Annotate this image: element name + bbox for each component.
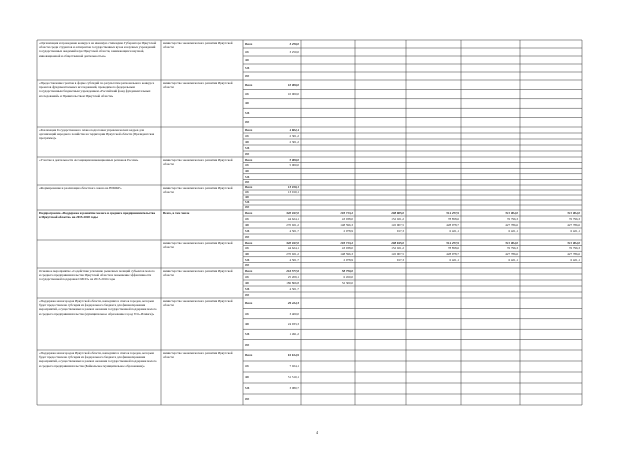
funding-source-label: МБ (245, 200, 250, 205)
funding-source-label: Всего (245, 41, 253, 46)
funding-value-cell: 152 021,2 (391, 216, 404, 221)
program-name-cell: «Поддержка моногородов Иркутской области, вошедших в список городов, которым будет предоставлена субсидия из федерального бюджета для финансирования мероприятий, осуществляемых в рамках оказания государственной поддержки малого и среднего предпринимательства (Байкальское муниципальное образование)» (39, 351, 157, 368)
funding-value-cell: 13 010,1 (287, 185, 299, 190)
funding-value-cell: 427 786,6 (505, 222, 518, 227)
funding-value-cell: 6 421,1 (570, 228, 580, 233)
funding-value-cell: 44 624,1 (287, 246, 299, 251)
funding-value-cell: 427 786,6 (567, 222, 580, 227)
funding-source-label: ОБ (245, 190, 249, 195)
funding-value-cell: 514 257,9 (446, 240, 459, 245)
program-name-cell: Основное мероприятие «Содействие усилению рыночных позиций субъектов малого и среднего предпринимательства Иркутской области и повышение эффективности государственной поддержки СМСП» на 2015-2016 годы (39, 269, 155, 282)
funding-source-label: ОБ (245, 364, 249, 369)
funding-value-cell: 193 713,2 (340, 240, 353, 245)
responsible-cell: министерство экономического развития Иркутской области (163, 269, 233, 278)
funding-source-label: Всего (245, 82, 253, 87)
funding-source-label: ФБ (245, 57, 250, 62)
funding-value-cell: 320 047,0 (286, 210, 299, 215)
funding-source-label: Всего (245, 210, 253, 215)
funding-value-cell: 298 845,0 (391, 240, 404, 245)
funding-value-cell: 1 491,2 (289, 332, 299, 337)
funding-value-cell: 270 921,2 (286, 251, 299, 256)
funding-value-cell: 25 209,1 (287, 274, 299, 279)
funding-value-cell: 44 624,1 (287, 216, 299, 221)
funding-source-label: МБ (245, 65, 250, 70)
funding-value-cell: 76 796,3 (506, 216, 518, 221)
funding-value-cell: 6 421,1 (508, 257, 518, 262)
funding-source-label: МБ (245, 110, 250, 115)
funding-value-cell: 145 907,5 (391, 222, 404, 227)
funding-source-label: МБ (245, 145, 250, 150)
funding-value-cell: 6 421,1 (449, 257, 459, 262)
funding-value-cell: 511 004,0 (567, 240, 580, 245)
funding-value-cell: 61 614,9 (287, 353, 299, 358)
funding-value-cell: 78 858,6 (447, 216, 459, 221)
funding-value-cell: 2 078,9 (343, 228, 353, 233)
funding-value-cell: 52 300,0 (341, 280, 353, 285)
responsible-cell: министерство экономического развития Иркутской области (163, 351, 233, 360)
funding-value-cell: 6 421,1 (508, 228, 518, 233)
funding-value-cell: 2 078,9 (343, 257, 353, 262)
funding-value-cell: 24 933,3 (287, 321, 299, 326)
funding-source-label: МБ (245, 286, 250, 291)
funding-source-label: Всего (245, 240, 253, 245)
funding-value-cell: 51 510,1 (287, 375, 299, 380)
funding-value-cell: 6 421,1 (449, 228, 459, 233)
funding-value-cell: 427 786,6 (505, 251, 518, 256)
funding-value-cell: 917,3 (396, 257, 404, 262)
responsible-cell: министерство экономического развития Иркутской области (163, 186, 233, 195)
funding-value-cell: 511 004,0 (505, 240, 518, 245)
funding-source-label: ФБ (245, 195, 250, 200)
funding-value-cell: 76 796,3 (506, 246, 518, 251)
funding-source-label: ОБ (245, 49, 249, 54)
funding-source-label: Всего (245, 157, 253, 162)
program-name-cell: «Организация и проведение конкурса на именную стипендию Губернатора Иркутской области среди студентов и аспирантов государственных вузов и научных учреждений государственных академий наук Иркутской области, занимающихся научной, инновационной и общественной деятельностью» (39, 41, 157, 58)
funding-source-label: Всего (245, 185, 253, 190)
funding-source-label: ФБ (245, 375, 250, 380)
responsible-cell: министерство экономического развития Иркутской области (163, 299, 233, 308)
funding-value-cell: 4 501,7 (289, 286, 299, 291)
funding-value-cell: 3 250,0 (289, 49, 299, 54)
funding-source-label: ОБ (245, 163, 249, 168)
funding-value-cell: 4 501,7 (289, 257, 299, 262)
funding-source-label: Всего (245, 353, 253, 358)
funding-source-label: ИИ (245, 120, 250, 125)
funding-source-label: ФБ (245, 251, 250, 256)
funding-source-label: ИИ (245, 263, 250, 268)
responsible-cell: министерство экономического развития Иркутской области (163, 158, 233, 167)
funding-value-cell: 270 921,2 (286, 222, 299, 227)
funding-value-cell: 3 250,0 (289, 41, 299, 46)
funding-source-label: ИИ (245, 73, 250, 78)
funding-value-cell: 152 021,2 (391, 246, 404, 251)
funding-value-cell: 5 000,0 (289, 157, 299, 162)
program-name-cell: «Поддержка моногородов Иркутской области, вошедших в список городов, которым будет предоставлена субсидия из федерального бюджета для финансирования мероприятий, осуществляемых в рамках оказания государственной поддержки малого и среднего предпринимательства (муниципальное образование город Усть-Илимск)» (39, 299, 157, 316)
funding-source-label: ФБ (245, 321, 250, 326)
funding-value-cell: 514 257,9 (446, 210, 459, 215)
funding-value-cell: 320 047,0 (286, 240, 299, 245)
funding-value-cell: 5 000,0 (289, 163, 299, 168)
funding-source-label: ФБ (245, 168, 250, 173)
funding-value-cell: 4 501,7 (289, 228, 299, 233)
funding-value-cell: 29 424,3 (287, 301, 299, 306)
funding-source-label: Всего (245, 301, 253, 306)
funding-value-cell: 78 858,6 (447, 246, 459, 251)
funding-value-cell: 3 400,0 (289, 311, 299, 316)
funding-value-cell: 7 024,1 (289, 364, 299, 369)
funding-source-label: ОБ (245, 92, 249, 96)
funding-value-cell: 145 907,5 (391, 251, 404, 256)
funding-source-label: ИИ (245, 180, 250, 185)
funding-source-label: ФБ (245, 139, 250, 144)
funding-value-cell: 428 978,7 (446, 222, 459, 227)
funding-value-cell: 427 786,6 (567, 251, 580, 256)
funding-source-label: Всего (245, 268, 253, 273)
funding-value-cell: 10 000,0 (287, 82, 299, 87)
funding-value-cell: 4 602,4 (289, 127, 299, 132)
funding-value-cell: 43 038,0 (341, 246, 353, 251)
funding-value-cell: 43 038,0 (341, 216, 353, 221)
responsible-cell: министерство экономического развития Иркутской области (163, 241, 233, 250)
responsible-cell: министерство экономического развития Иркутской области (163, 81, 233, 90)
funding-value-cell: 76 796,3 (568, 246, 580, 251)
page-number: 4 (316, 430, 318, 435)
responsible-cell: Всего, в том числе (163, 211, 190, 215)
program-name-cell: «Формирование и реализация областного заказа на НИОКР» (39, 186, 122, 190)
funding-source-label: МБ (245, 257, 250, 262)
funding-value-cell: 298 865,0 (391, 210, 404, 215)
funding-value-cell: 10 000,0 (287, 92, 299, 96)
funding-source-label: ИИ (245, 342, 250, 347)
funding-value-cell: 216 577,6 (286, 268, 299, 273)
funding-value-cell: 76 796,3 (568, 216, 580, 221)
program-name-cell: «Участие в деятельности Ассоциации инновационных регионов России» (39, 158, 139, 162)
funding-value-cell: 2 301,2 (289, 133, 299, 138)
funding-source-label: ИИ (245, 234, 250, 239)
funding-value-cell: 428 978,7 (446, 251, 459, 256)
funding-source-label: МБ (245, 174, 250, 179)
funding-value-cell: 6 421,1 (570, 257, 580, 262)
program-name-cell: «Предоставление грантов в форме субсидий по результатам регионального конкурса проектов фундаментальных исследований, проводимого федеральным государственным бюджетным учреждением «Российский фонд фундаментальных исследований» и Правительством Иркутской области» (39, 81, 155, 98)
funding-value-cell: 193 713,2 (340, 210, 353, 215)
funding-value-cell: 3 080,7 (289, 386, 299, 391)
funding-source-label: ФБ (245, 222, 250, 227)
program-name-cell: Подпрограмма «Поддержка и развитие малого и среднего предпринимательства в Иркутской области» на 2015-2020 годы (39, 211, 156, 220)
funding-value-cell: 511 004,0 (505, 210, 518, 215)
funding-value-cell: 6 450,0 (343, 274, 353, 279)
funding-source-label: ОБ (245, 311, 249, 316)
funding-source-label: ОБ (245, 246, 249, 251)
funding-source-label: МБ (245, 332, 250, 337)
responsible-cell: министерство экономического развития Иркутской области (163, 41, 233, 50)
funding-source-label: МБ (245, 386, 250, 391)
funding-source-label: ОБ (245, 133, 249, 138)
funding-value-cell: 148 596,3 (340, 251, 353, 256)
funding-value-cell: 58 750,0 (341, 268, 353, 273)
funding-source-label: ФБ (245, 280, 250, 285)
funding-source-label: ИИ (245, 205, 250, 210)
funding-source-label: МБ (245, 228, 250, 233)
funding-source-label: ИИ (245, 292, 250, 297)
funding-source-label: ОБ (245, 216, 249, 221)
program-name-cell: «Реализация Государственного плана подготовки управленческих кадров для организаций народного хозяйства на территории Иркутской области (Президентская программа)» (39, 128, 155, 141)
funding-value-cell: 186 866,8 (286, 280, 299, 285)
funding-source-label: ФБ (245, 101, 250, 106)
funding-source-label: ОБ (245, 274, 249, 279)
funding-source-label: Всего (245, 127, 253, 132)
funding-source-label: ИИ (245, 397, 250, 402)
funding-value-cell: 13 010,1 (287, 190, 299, 195)
funding-value-cell: 148 596,3 (340, 222, 353, 227)
funding-value-cell: 917,3 (396, 228, 404, 233)
funding-source-label: ИИ (245, 151, 250, 156)
funding-value-cell: 2 301,2 (289, 139, 299, 144)
funding-value-cell: 511 004,0 (567, 210, 580, 215)
